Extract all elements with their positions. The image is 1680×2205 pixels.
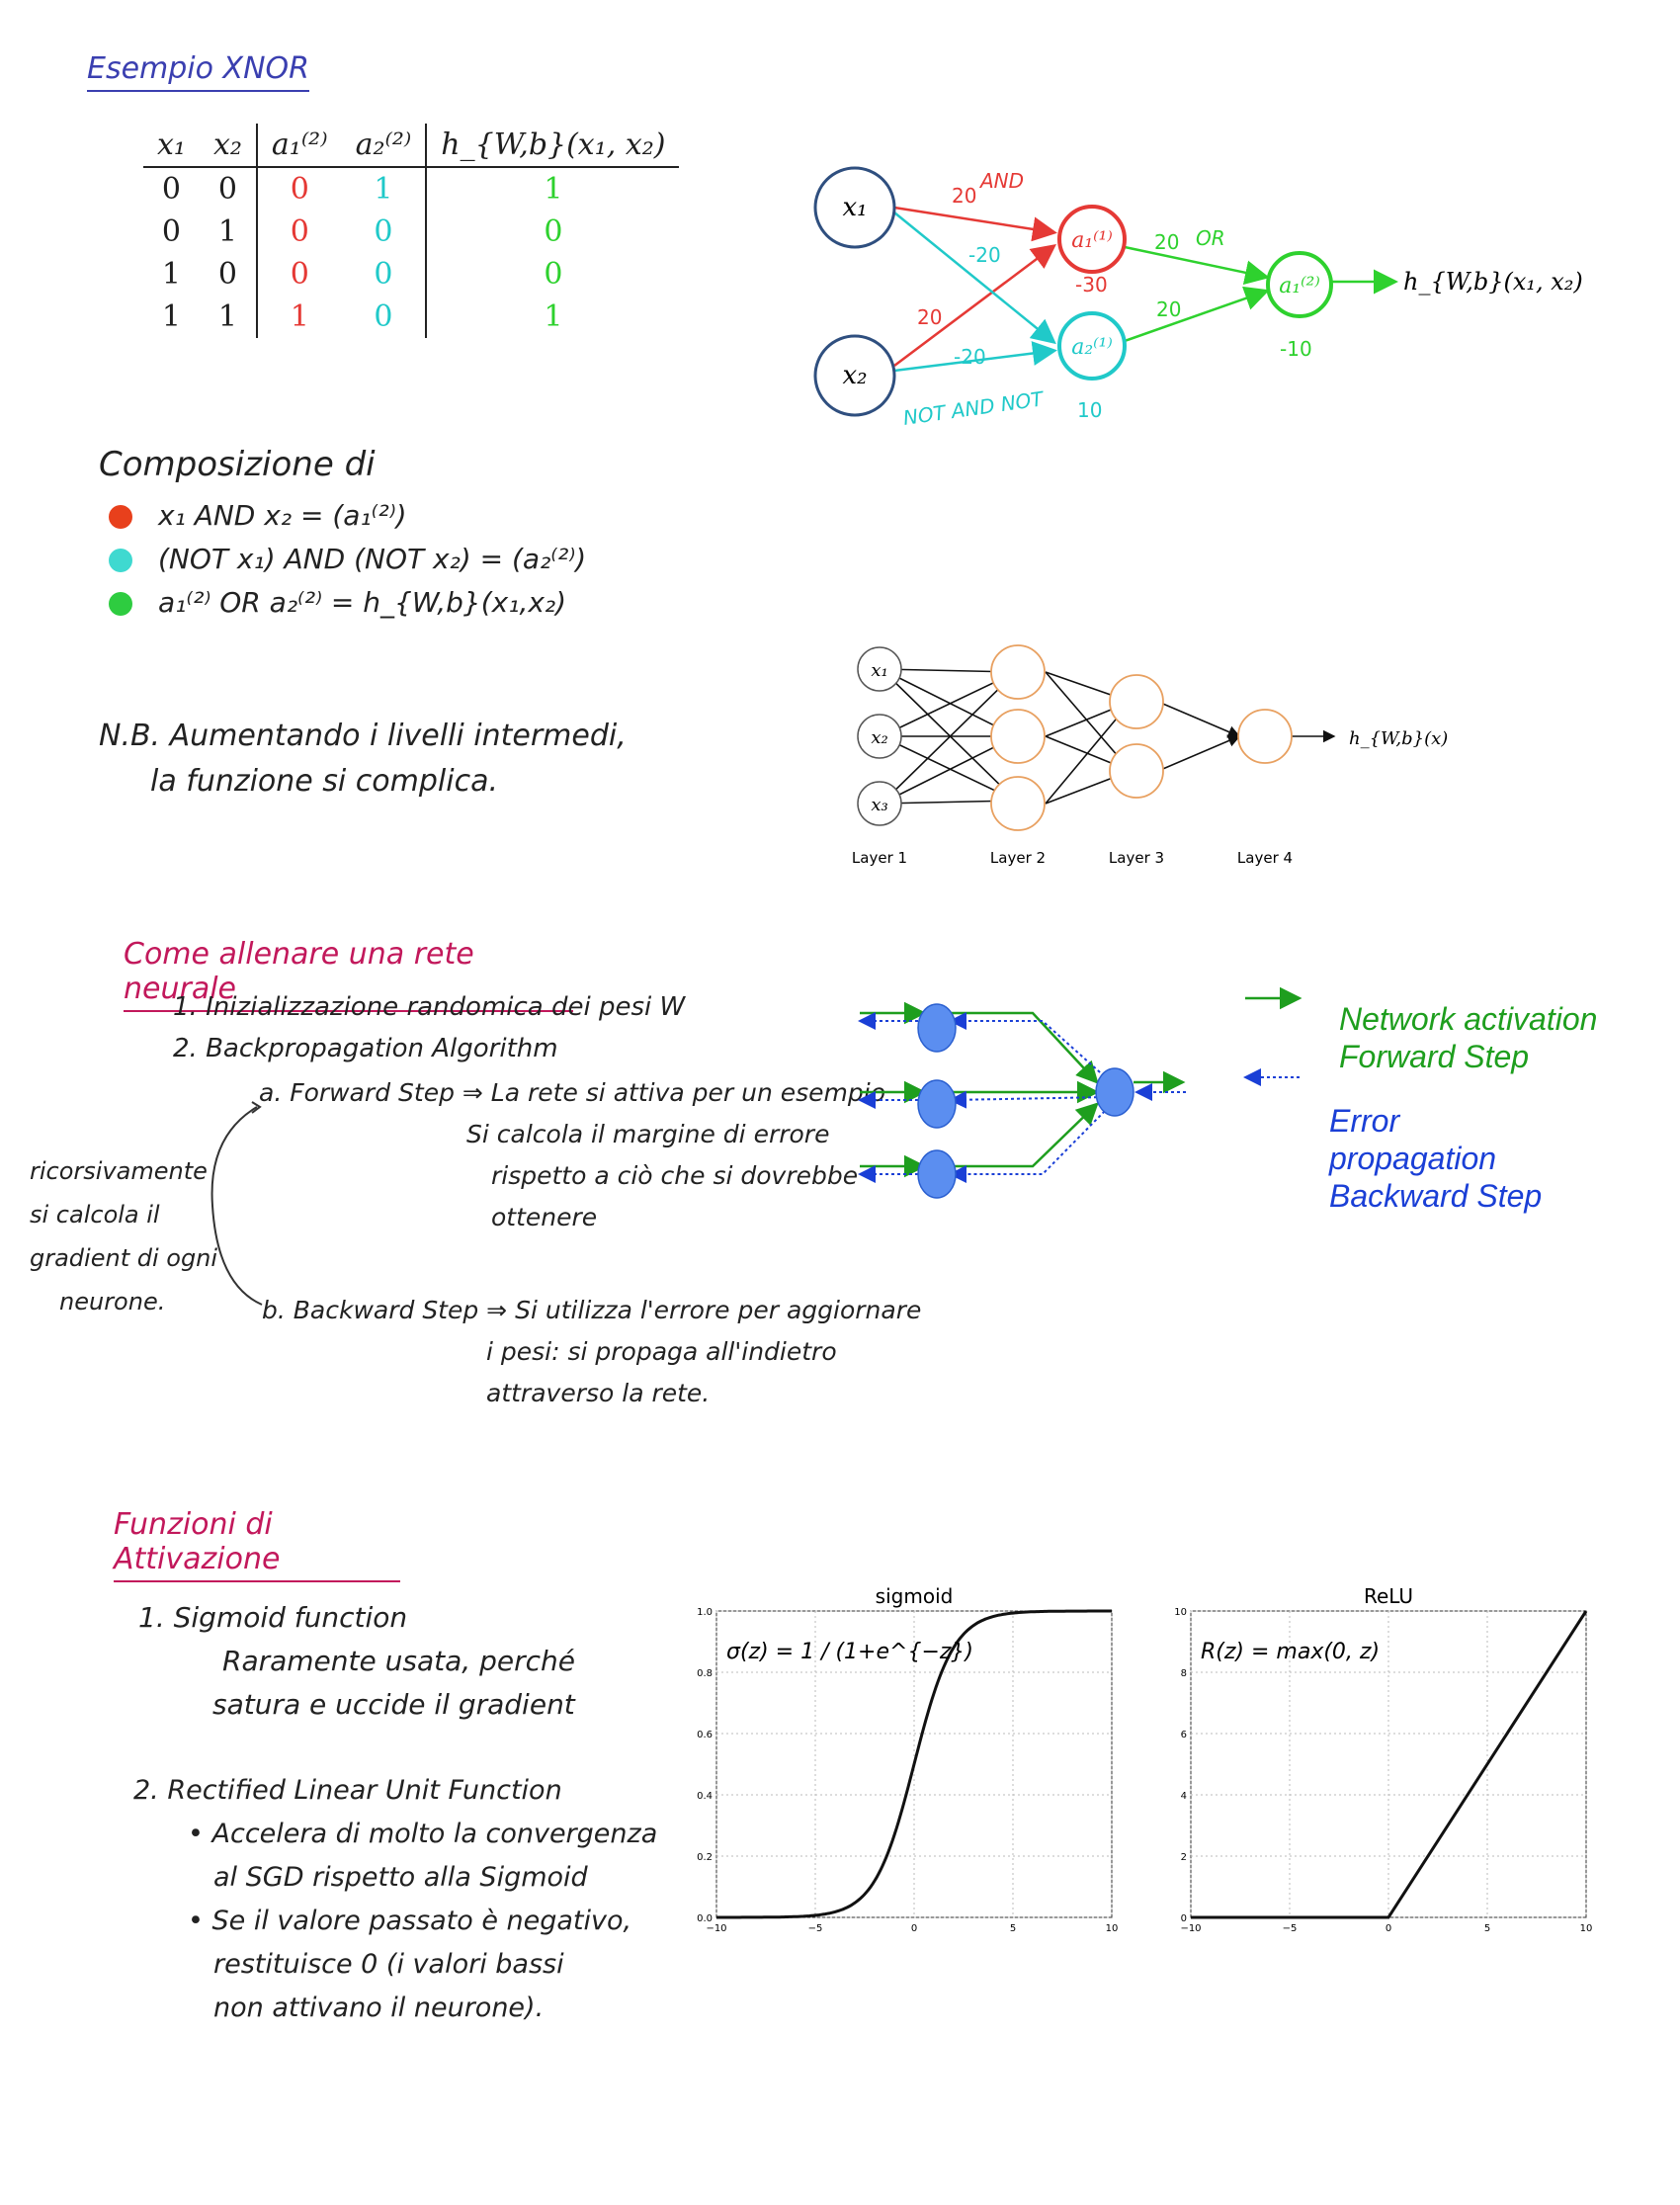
activations-title: Funzioni di Attivazione (114, 1507, 400, 1582)
x-tick-label: 5 (1009, 1923, 1017, 1934)
svg-text:h_{W,b}(x): h_{W,b}(x) (1349, 728, 1449, 749)
composition-list (109, 494, 586, 625)
xnor-table (143, 124, 679, 338)
red-dot-icon (109, 505, 132, 529)
svg-text:h_{W,b}(x₁, x₂): h_{W,b}(x₁, x₂) (1403, 268, 1583, 296)
y-tick-label: 0.2 (697, 1852, 713, 1863)
svg-text:a₁⁽¹⁾: a₁⁽¹⁾ (1071, 228, 1113, 253)
hidden-node (991, 777, 1045, 830)
xnor-title: Esempio XNOR (87, 51, 309, 92)
chart-title: ReLU (1363, 1584, 1414, 1608)
hidden-node (1110, 675, 1163, 728)
sigmoid-chart (692, 1581, 1127, 1957)
x-tick-label: 0 (910, 1923, 918, 1934)
svg-text:20: 20 (952, 184, 977, 208)
col-a1: a₁⁽²⁾ (257, 124, 342, 167)
green-dot-icon (109, 592, 132, 616)
x-tick-label: 0 (1385, 1923, 1392, 1934)
y-tick-label: 1.0 (697, 1607, 713, 1618)
output-node (1238, 710, 1292, 763)
x-tick-label: 5 (1483, 1923, 1491, 1934)
neuron-node (918, 1004, 956, 1052)
x-tick-label: −5 (1282, 1923, 1298, 1934)
x-tick-label: 10 (1105, 1923, 1119, 1934)
svg-text:x₂: x₂ (871, 727, 888, 748)
svg-text:20: 20 (1156, 297, 1182, 321)
table-row: 1 0 0 0 0 (143, 253, 679, 296)
side-note: ricorsivamente si calcola il gradient di ogni neurone. (30, 1157, 218, 1315)
legend-forward: Network activation Forward Step (1339, 1001, 1598, 1074)
x-tick-label: −10 (1180, 1923, 1202, 1934)
x-tick-label: −5 (807, 1923, 823, 1934)
x-tick-label: −10 (706, 1923, 727, 1934)
svg-text:Layer 2: Layer 2 (989, 849, 1047, 867)
col-x2: x₂ (200, 124, 257, 167)
col-h: h_{W,b}(x₁, x₂) (426, 124, 679, 167)
svg-text:-20: -20 (968, 243, 1001, 267)
y-tick-label: 10 (1174, 1607, 1187, 1618)
hidden-node (991, 645, 1045, 699)
y-tick-label: 6 (1180, 1730, 1187, 1740)
backward-step: b. Backward Step ⇒ Si utilizza l'errore per aggiornare (262, 1296, 922, 1324)
cyan-dot-icon (109, 549, 132, 572)
table-row: 0 0 0 1 1 (143, 167, 679, 211)
svg-text:x₃: x₃ (871, 795, 888, 815)
svg-text:x₁: x₁ (842, 193, 868, 222)
neuron-node (918, 1150, 956, 1198)
composition-title: Composizione di (99, 445, 376, 484)
table-row: 1 1 1 0 1 (143, 296, 679, 338)
composition-item: (NOT x₁) AND (NOT x₂) = (a₂⁽²⁾) (109, 538, 586, 581)
col-a2: a₂⁽²⁾ (342, 124, 427, 167)
composition-item: a₁⁽²⁾ OR a₂⁽²⁾ = h_{W,b}(x₁,x₂) (109, 581, 586, 625)
list-item: • Se il valore passato è negativo, restituisce 0 (i valori bassi non attivano il neurone). (188, 1906, 632, 2023)
forward-step: a. Forward Step ⇒ La rete si attiva per un esempio (259, 1078, 885, 1107)
y-tick-label: 8 (1180, 1668, 1187, 1679)
formula-annotation: R(z) = max(0, z) (1201, 1640, 1381, 1664)
hidden-node (1110, 744, 1163, 798)
legend-backward: Error propagation Backward Step (1329, 1103, 1543, 1214)
y-tick-label: 0 (1180, 1913, 1187, 1924)
svg-text:a₁⁽²⁾: a₁⁽²⁾ (1279, 274, 1320, 298)
composition-item: x₁ AND x₂ = (a₁⁽²⁾) (109, 494, 586, 538)
svg-text:Layer 4: Layer 4 (1236, 849, 1294, 867)
svg-text:OR: OR (1196, 226, 1225, 250)
sigmoid-notes: 1. Sigmoid function Raramente usata, perché satura e uccide il gradient (138, 1601, 575, 1721)
svg-text:20: 20 (1154, 230, 1180, 254)
svg-text:10: 10 (1077, 398, 1103, 422)
legend-arrows (1240, 983, 1309, 1092)
forward-step-detail: Si calcola il margine di errore rispetto a ciò che si dovrebbe ottenere (466, 1120, 859, 1231)
svg-text:-10: -10 (1280, 337, 1312, 361)
propagation-diagram (850, 993, 1206, 1240)
training-steps: 1. Inizializzazione randomica dei pesi W 2. Backpropagation Algorithm (173, 992, 686, 1063)
y-tick-label: 0.6 (697, 1730, 713, 1740)
svg-text:NOT AND NOT: NOT AND NOT (901, 386, 1045, 430)
formula-annotation: σ(z) = 1 / (1+e^{−z}) (726, 1640, 974, 1664)
svg-text:Layer 3: Layer 3 (1108, 849, 1165, 867)
y-tick-label: 2 (1180, 1852, 1187, 1863)
svg-text:20: 20 (917, 305, 943, 329)
backward-step-detail: i pesi: si propaga all'indietro attraverso la rete. (486, 1337, 837, 1407)
svg-text:-20: -20 (954, 345, 986, 369)
relu-notes: 2. Rectified Linear Unit Function • Accelera di molto la convergenza al SGD rispetto alla Sigmoid • Se il valore passato è negativo, restituisce 0 (i valori bassi non attivano il neurone). (133, 1769, 657, 2030)
table-row: 0 1 0 0 0 (143, 211, 679, 253)
chart-title: sigmoid (875, 1584, 954, 1608)
neuron-node (1096, 1068, 1134, 1116)
note: N.B. Aumentando i livelli intermedi, la funzione si complica. (99, 719, 627, 799)
svg-text:x₁: x₁ (871, 660, 888, 681)
hidden-node (991, 710, 1045, 763)
xnor-network-diagram (810, 148, 1583, 445)
svg-text:x₂: x₂ (842, 361, 868, 390)
col-x1: x₁ (143, 124, 200, 167)
svg-text:Layer 1: Layer 1 (851, 849, 908, 867)
relu-chart (1166, 1581, 1601, 1957)
list-item: • Accelera di molto la convergenza al SGD rispetto alla Sigmoid (188, 1819, 658, 1893)
y-tick-label: 0.0 (697, 1913, 713, 1924)
x-tick-label: 10 (1579, 1923, 1593, 1934)
svg-text:a₂⁽¹⁾: a₂⁽¹⁾ (1071, 335, 1113, 360)
y-tick-label: 4 (1180, 1791, 1187, 1802)
training-title: Come allenare una rete neurale (124, 937, 573, 1012)
neuron-node (918, 1080, 956, 1128)
svg-text:AND: AND (980, 169, 1025, 193)
y-tick-label: 0.4 (697, 1791, 713, 1802)
svg-text:-30: -30 (1075, 273, 1108, 297)
y-tick-label: 0.8 (697, 1668, 713, 1679)
deep-network-diagram (840, 637, 1552, 875)
